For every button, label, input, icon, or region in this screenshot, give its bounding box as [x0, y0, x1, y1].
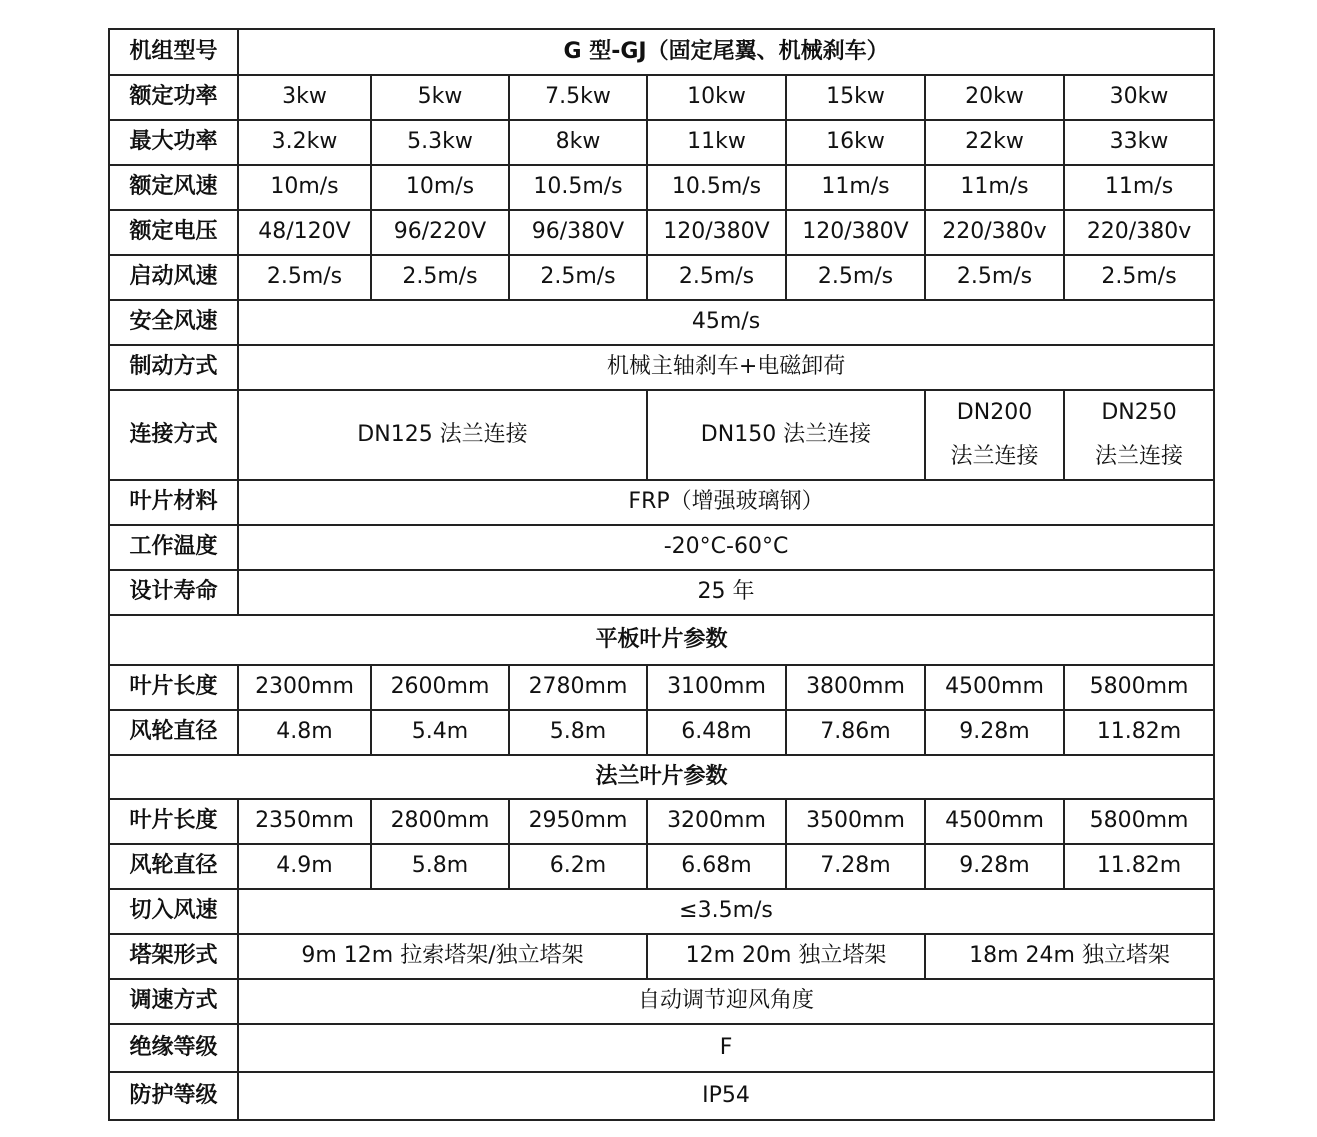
cell: 8kw: [509, 120, 647, 165]
cut-in-speed-row: [109, 889, 1214, 934]
cell: 220/380v: [925, 210, 1064, 255]
section-title: 法兰叶片参数: [109, 755, 1214, 799]
cell: 9.28m: [925, 710, 1064, 755]
row-label: 叶片材料: [109, 480, 238, 525]
rated-wind-speed-row: [109, 165, 1214, 210]
flat-blade-length-row: [109, 665, 1214, 710]
cell: 9.28m: [925, 844, 1064, 889]
cell: 96/220V: [371, 210, 509, 255]
cell: 5.8m: [509, 710, 647, 755]
blade-material-row: [109, 480, 1214, 525]
cell: 5800mm: [1064, 665, 1214, 710]
cell: 2800mm: [371, 799, 509, 844]
connection-method-row: [109, 390, 1214, 480]
cell: 4500mm: [925, 665, 1064, 710]
cell: 3100mm: [647, 665, 786, 710]
cell: 10.5m/s: [647, 165, 786, 210]
insulation-class-row: [109, 1024, 1214, 1072]
rated-voltage-row: [109, 210, 1214, 255]
cell: 11m/s: [1064, 165, 1214, 210]
cell: [1064, 390, 1214, 480]
cell: 3kw: [238, 75, 371, 120]
row-label: 风轮直径: [109, 710, 238, 755]
cell: 自动调节迎风角度: [238, 979, 1214, 1024]
cell: 11.82m: [1064, 844, 1214, 889]
row-label: 工作温度: [109, 525, 238, 570]
cell: 96/380V: [509, 210, 647, 255]
cell-line: DN250: [1101, 400, 1177, 425]
section-title: 平板叶片参数: [109, 615, 1214, 665]
cell: 7.28m: [786, 844, 925, 889]
cell: 6.2m: [509, 844, 647, 889]
safety-wind-speed-row: [109, 300, 1214, 345]
cell: 20kw: [925, 75, 1064, 120]
section-header-row: [109, 755, 1214, 799]
row-label: 塔架形式: [109, 934, 238, 979]
cell: 3200mm: [647, 799, 786, 844]
cell: [925, 390, 1064, 480]
cell: 22kw: [925, 120, 1064, 165]
row-label: 绝缘等级: [109, 1024, 238, 1072]
cell: 5.4m: [371, 710, 509, 755]
cell: 2780mm: [509, 665, 647, 710]
cell: 7.5kw: [509, 75, 647, 120]
row-label: 调速方式: [109, 979, 238, 1024]
cell: 3800mm: [786, 665, 925, 710]
row-label: 安全风速: [109, 300, 238, 345]
cell: 2.5m/s: [509, 255, 647, 300]
start-wind-speed-row: [109, 255, 1214, 300]
cell: 7.86m: [786, 710, 925, 755]
cell: 机械主轴刹车+电磁卸荷: [238, 345, 1214, 390]
cell: 11m/s: [786, 165, 925, 210]
row-label: 设计寿命: [109, 570, 238, 615]
speed-regulation-row: [109, 979, 1214, 1024]
row-label: 机组型号: [109, 29, 238, 75]
cell: FRP（增强玻璃钢）: [238, 480, 1214, 525]
cell: IP54: [238, 1072, 1214, 1120]
design-life-row: [109, 570, 1214, 615]
flat-rotor-diameter-row: [109, 710, 1214, 755]
flange-rotor-diameter-row: [109, 844, 1214, 889]
tower-type-row: [109, 934, 1214, 979]
cell: 45m/s: [238, 300, 1214, 345]
row-label: 叶片长度: [109, 665, 238, 710]
cell: 25 年: [238, 570, 1214, 615]
rated-power-row: [109, 75, 1214, 120]
cell: 6.48m: [647, 710, 786, 755]
protection-class-row: [109, 1072, 1214, 1120]
cell: 5kw: [371, 75, 509, 120]
cell: 2600mm: [371, 665, 509, 710]
row-label: 额定风速: [109, 165, 238, 210]
row-label: 额定电压: [109, 210, 238, 255]
section-header-row: [109, 615, 1214, 665]
cell: 10kw: [647, 75, 786, 120]
cell: 5800mm: [1064, 799, 1214, 844]
cell: 2.5m/s: [786, 255, 925, 300]
row-label: 防护等级: [109, 1072, 238, 1120]
cell: 2.5m/s: [1064, 255, 1214, 300]
cell: F: [238, 1024, 1214, 1072]
cell: 2300mm: [238, 665, 371, 710]
cell: 10m/s: [371, 165, 509, 210]
cell: 10m/s: [238, 165, 371, 210]
cell: 4.9m: [238, 844, 371, 889]
row-label: 风轮直径: [109, 844, 238, 889]
brake-method-row: [109, 345, 1214, 390]
cell: 33kw: [1064, 120, 1214, 165]
max-power-row: [109, 120, 1214, 165]
cell: 12m 20m 独立塔架: [647, 934, 925, 979]
cell: 2.5m/s: [925, 255, 1064, 300]
row-label: 叶片长度: [109, 799, 238, 844]
cell: 4.8m: [238, 710, 371, 755]
cell: 3500mm: [786, 799, 925, 844]
working-temperature-row: [109, 525, 1214, 570]
cell: 15kw: [786, 75, 925, 120]
cell: 120/380V: [786, 210, 925, 255]
cell-line: 法兰连接: [1095, 444, 1184, 469]
cell: 5.8m: [371, 844, 509, 889]
row-label: 连接方式: [109, 390, 238, 480]
cell: 11kw: [647, 120, 786, 165]
cell: 6.68m: [647, 844, 786, 889]
cell: 2.5m/s: [371, 255, 509, 300]
cell: 18m 24m 独立塔架: [925, 934, 1214, 979]
cell: 10.5m/s: [509, 165, 647, 210]
cell: 2950mm: [509, 799, 647, 844]
model-title: G 型-GJ（固定尾翼、机械刹车）: [238, 29, 1214, 75]
row-label: 切入风速: [109, 889, 238, 934]
cell-line: 法兰连接: [950, 444, 1039, 469]
row-label: 制动方式: [109, 345, 238, 390]
cell: 48/120V: [238, 210, 371, 255]
cell: DN125 法兰连接: [238, 390, 647, 480]
cell-line: DN200: [956, 400, 1033, 425]
cell: 11m/s: [925, 165, 1064, 210]
cell: 3.2kw: [238, 120, 371, 165]
row-label: 启动风速: [109, 255, 238, 300]
cell: 2.5m/s: [647, 255, 786, 300]
cell: 5.3kw: [371, 120, 509, 165]
cell: 30kw: [1064, 75, 1214, 120]
cell: 9m 12m 拉索塔架/独立塔架: [238, 934, 647, 979]
cell: DN150 法兰连接: [647, 390, 925, 480]
cell: -20°C-60°C: [238, 525, 1214, 570]
cell: 120/380V: [647, 210, 786, 255]
cell: ≤3.5m/s: [238, 889, 1214, 934]
row-label: 额定功率: [109, 75, 238, 120]
cell: 11.82m: [1064, 710, 1214, 755]
cell: 220/380v: [1064, 210, 1214, 255]
cell: 2.5m/s: [238, 255, 371, 300]
row-label: 最大功率: [109, 120, 238, 165]
header-row: [109, 29, 1214, 75]
cell: 16kw: [786, 120, 925, 165]
cell: 2350mm: [238, 799, 371, 844]
flange-blade-length-row: [109, 799, 1214, 844]
spec-table: [108, 28, 1215, 1121]
cell: 4500mm: [925, 799, 1064, 844]
